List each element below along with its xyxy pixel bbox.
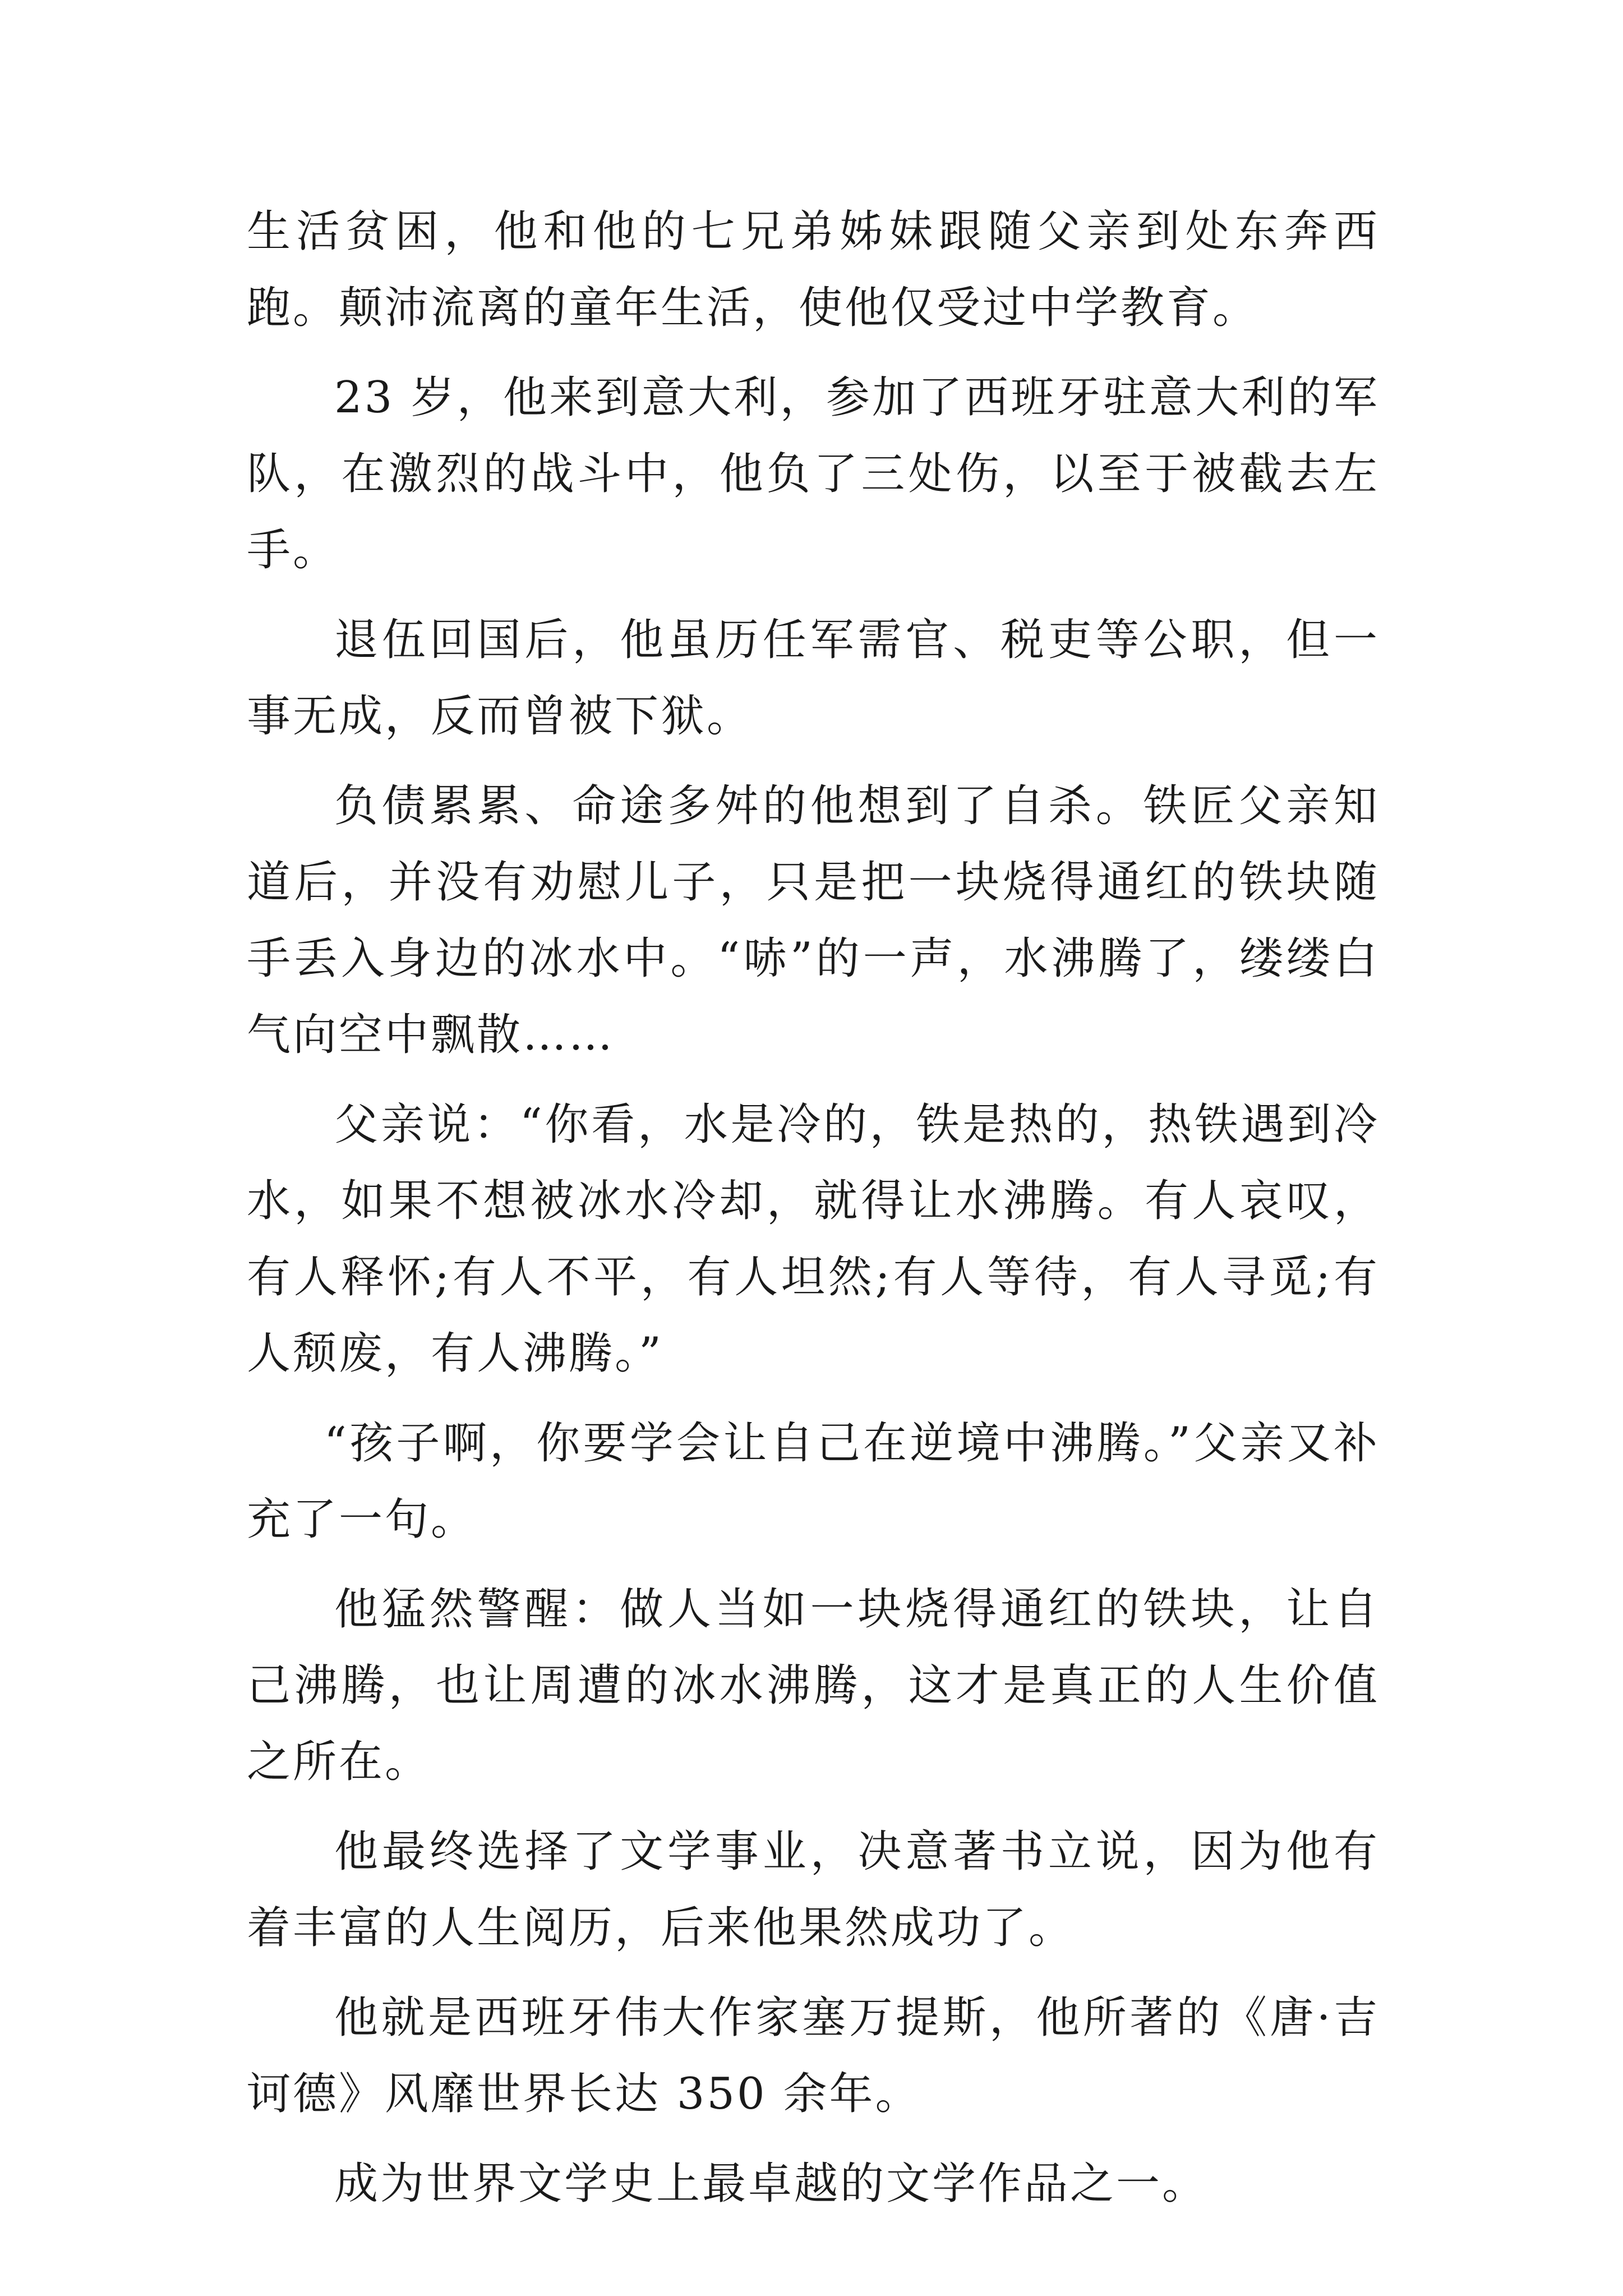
paragraph-7: 他猛然警醒：做人当如一块烧得通红的铁块，让自己沸腾，也让周遭的冰水沸腾，这才是真正的人生价值之所在。 [247, 1584, 1380, 1787]
paragraph-1: 生活贫困，他和他的七兄弟姊妹跟随父亲到处东奔西跑。颠沛流离的童年生活，使他仅受过中学教育。 [247, 206, 1380, 333]
paragraph-3: 退伍回国后，他虽历任军需官、税吏等公职，但一事无成，反而曾被下狱。 [247, 615, 1380, 742]
body-text [247, 194, 1380, 2235]
paragraph-5: 父亲说：“你看，水是冷的，铁是热的，热铁遇到冷水，如果不想被冰水冷却，就得让水沸腾。有人哀叹，有人释怀;有人不平，有人坦然;有人等待，有人寻觅;有人颓废，有人沸腾。” [247, 1099, 1380, 1379]
paragraph-10: 成为世界文学史上最卓越的文学作品之一。 [334, 2159, 1209, 2209]
paragraph-6: “孩子啊，你要学会让自己在逆境中沸腾。”父亲又补充了一句。 [247, 1418, 1380, 1545]
paragraph-9: 他就是西班牙伟大作家塞万提斯，他所著的《唐·吉诃德》风靡世界长达 350 余年。 [247, 1993, 1380, 2119]
paragraph-2: 23 岁，他来到意大利，参加了西班牙驻意大利的军队，在激烈的战斗中，他负了三处伤，以至于被截去左手。 [247, 372, 1380, 576]
paragraph-4: 负债累累、命途多舛的他想到了自杀。铁匠父亲知道后，并没有劝慰儿子，只是把一块烧得通红的铁块随手丢入身边的冰水中。“哧”的一声，水沸腾了，缕缕白气向空中飘散…… [247, 781, 1380, 1060]
paragraph-8: 他最终选择了文学事业，决意著书立说，因为他有着丰富的人生阅历，后来他果然成功了。 [247, 1826, 1380, 1953]
